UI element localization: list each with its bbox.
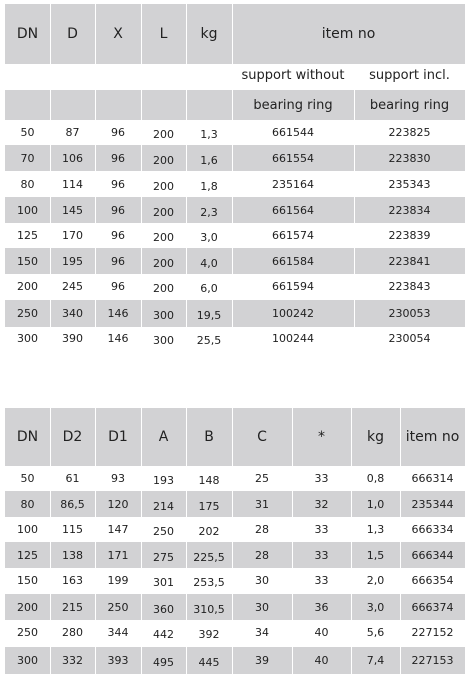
table-cell: 223825 [388,125,431,139]
table-cell: 125 [17,548,38,562]
table-cell: 310,5 [193,602,225,616]
table-cell: 360 [153,602,174,616]
table-cell: 661564 [272,203,314,217]
table-cell: 80 [20,177,35,191]
table-cell: 245 [62,279,83,293]
table-cell: 150 [17,573,38,587]
table-cell: 253,5 [193,575,225,589]
table-2-header-item-no: item no [405,429,460,445]
table-2-header-kg: kg [367,429,384,445]
table-cell: 170 [62,228,83,242]
table-cell: 86,5 [60,497,85,511]
table-cell: 19,5 [196,309,222,322]
table-cell: 40 [314,625,329,639]
table-cell: 200 [153,153,174,167]
table-cell: 146 [107,307,129,320]
table-cell: 230054 [388,331,431,345]
table-cell: 301 [153,575,174,589]
table-cell: 100242 [272,307,314,320]
table-cell: 230053 [388,307,431,320]
table-cell: 93 [111,471,125,485]
table-2-header-c: C [257,429,267,445]
table-cell: 70 [20,151,35,165]
table-cell: 32 [314,497,329,511]
table-cell: 33 [314,471,329,485]
table-cell: 4,0 [200,256,218,270]
table-cell: 120 [107,497,129,511]
table-cell: 50 [20,471,35,485]
table-cell: 666374 [411,600,454,614]
table-cell: 223841 [388,254,431,268]
table-cell: 223830 [388,151,431,165]
table-cell: 300 [17,331,38,345]
table-cell: 235344 [411,497,454,511]
table-cell: 150 [17,254,38,268]
table-cell: 666334 [411,522,454,536]
table-1-header-d: D [67,26,78,42]
table-cell: 661594 [272,279,314,293]
table-1-subheader-divider [50,90,51,120]
table-1-subheader-without-line2: bearing ring [253,97,333,113]
table-cell: 96 [111,203,125,217]
table-cell: 39 [255,654,269,667]
table-cell: 200 [153,205,174,219]
table-cell: 250 [17,625,38,639]
table-cell: 2,3 [200,205,218,219]
table-cell: 30 [255,573,269,587]
table-cell: 148 [198,473,220,487]
table-cell: 495 [153,656,174,669]
table-cell: 227153 [411,654,454,667]
table-cell: 28 [255,548,269,562]
table-1-subheader-incl-line2: bearing ring [369,97,450,113]
table-cell: 28 [255,522,269,536]
table-cell: 340 [62,307,83,320]
table-cell: 96 [111,279,125,293]
table-cell: 31 [255,497,269,511]
table-1-subheader-incl-line1: support incl. [369,67,450,83]
table-cell: 332 [62,654,83,667]
table-1-subheader-divider [95,90,96,120]
table-2-header-a: A [158,429,169,445]
table-cell: 200 [153,256,174,270]
table-cell: 275 [153,550,174,564]
table-1-subheader-divider [141,90,142,120]
table-cell: 171 [107,548,129,562]
table-cell: 280 [62,625,83,639]
table-cell: 138 [62,548,83,562]
table-cell: 193 [153,473,174,487]
table-cell: 30 [255,600,269,614]
table-cell: 393 [107,654,129,667]
table-cell: 96 [111,228,125,242]
table-cell: 25 [255,471,269,485]
table-cell: 25,5 [196,333,222,347]
table-cell: 3,0 [366,600,385,614]
table-cell: 33 [314,548,329,562]
table-cell: 100 [17,522,38,536]
table-cell: 175 [198,499,220,513]
table-cell: 661574 [272,228,314,242]
table-cell: 214 [153,499,174,513]
table-cell: 146 [107,331,129,345]
table-cell: 390 [62,331,83,345]
table-cell: 100 [17,203,38,217]
table-cell: 96 [111,177,125,191]
table-cell: 300 [17,654,38,667]
table-1-subheader-divider [186,90,187,120]
table-cell: 250 [17,307,38,320]
table-cell: 87 [65,125,80,139]
table-cell: 200 [17,279,38,293]
table-cell: 661584 [272,254,314,268]
table-cell: 661554 [272,151,314,165]
table-cell: 199 [107,573,129,587]
table-cell: 661544 [272,125,314,139]
table-cell: 40 [314,654,329,667]
table-cell: 225,5 [193,550,225,564]
table-cell: 392 [198,627,220,641]
table-2-header-d1: D1 [108,429,128,445]
table-2-header-d2: D2 [62,429,83,445]
table-cell: 100244 [272,331,314,345]
table-cell: 163 [62,573,83,587]
table-cell: 300 [153,333,174,347]
table-cell: 195 [62,254,83,268]
table-cell: 223839 [388,228,431,242]
table-cell: 2,0 [366,573,385,587]
table-cell: 115 [62,522,83,536]
table-cell: 61 [65,471,80,485]
table-cell: 250 [107,600,129,614]
table-1-header-l: L [159,26,168,42]
table-cell: 1,6 [200,153,218,167]
table-1-header-kg: kg [200,26,218,42]
table-cell: 106 [62,151,83,165]
table-cell: 442 [153,627,174,641]
table-2-header-dn: DN [16,429,39,445]
table-cell: 125 [17,228,38,242]
table-cell: 34 [255,625,269,639]
table-cell: 1,3 [200,127,218,141]
table-cell: 3,0 [200,230,218,244]
table-cell: 223834 [388,203,431,217]
table-cell: 33 [314,522,329,536]
table-cell: 80 [20,497,35,511]
table-cell: 200 [153,281,174,295]
table-cell: 666354 [411,573,454,587]
table-1-subheader-without-line1: support without [241,67,345,83]
table-cell: 96 [111,151,125,165]
table-2-header-b: B [204,429,214,445]
table-cell: 200 [153,230,174,244]
table-cell: 202 [198,524,220,538]
table-cell: 445 [198,656,220,669]
table-cell: 147 [107,522,129,536]
table-cell: 145 [62,203,83,217]
table-2-header-asterisk: * [318,429,325,445]
table-cell: 200 [153,127,174,141]
table-cell: 6,0 [200,281,218,295]
table-cell: 666344 [411,548,454,562]
table-cell: 215 [62,600,83,614]
table-1-header-dn: DN [16,26,39,42]
table-cell: 1,3 [366,522,385,536]
table-cell: 96 [111,125,125,139]
table-cell: 223843 [388,279,431,293]
table-cell: 0,8 [366,471,385,485]
table-cell: 7,4 [366,654,385,667]
table-cell: 250 [153,524,174,538]
table-cell: 300 [153,309,174,322]
table-cell: 96 [111,254,125,268]
table-cell: 114 [62,177,83,191]
table-cell: 50 [20,125,35,139]
table-cell: 344 [107,625,129,639]
table-cell: 1,0 [366,497,385,511]
table-1-header-x: X [113,26,123,42]
table-cell: 33 [314,573,329,587]
table-cell: 200 [17,600,38,614]
table-cell: 1,5 [366,548,385,562]
table-cell: 235343 [388,177,431,191]
table-cell: 36 [314,600,329,614]
table-cell: 227152 [411,625,454,639]
table-cell: 5,6 [366,625,385,639]
table-cell: 666314 [411,471,454,485]
table-cell: 235164 [272,177,314,191]
table-cell: 1,8 [200,179,218,193]
table-1-header-item-no: item no [321,26,376,42]
table-cell: 200 [153,179,174,193]
